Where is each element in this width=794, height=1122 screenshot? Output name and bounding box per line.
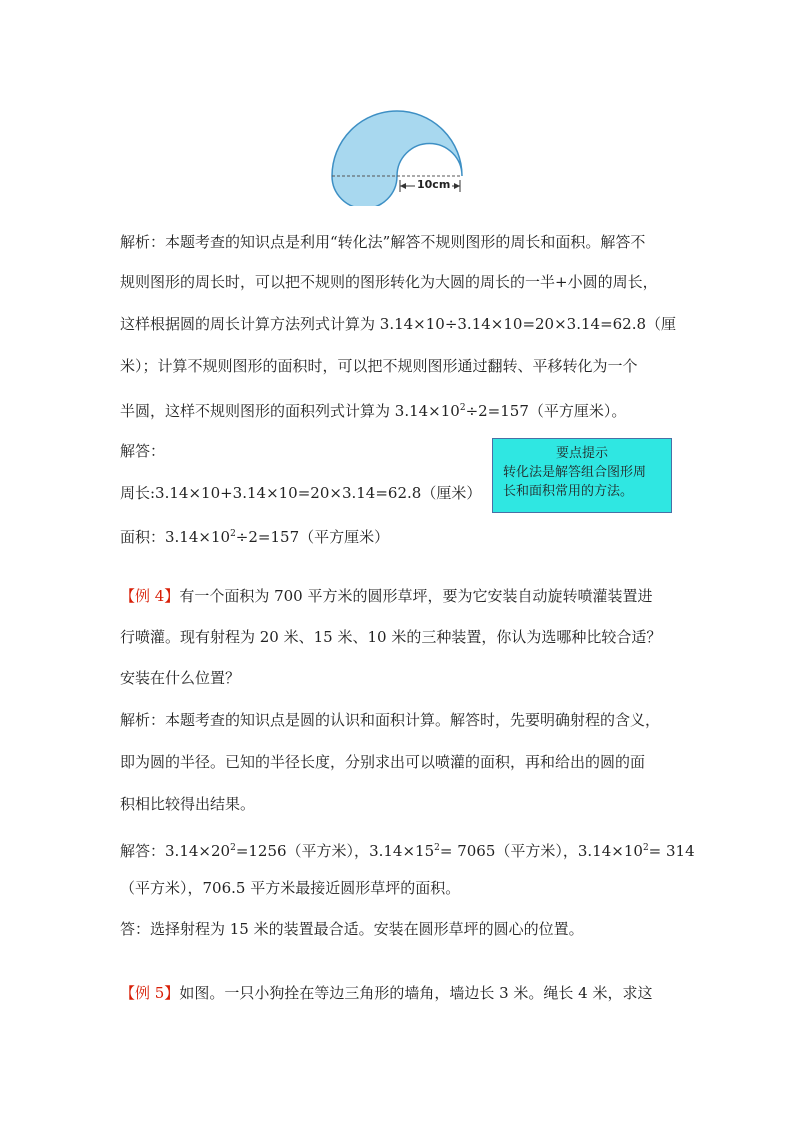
analysis1-line4: 米）；计算不规则图形的面积时，可以把不规则图形通过翻转、平移转化为一个 xyxy=(120,357,638,375)
example5-tag: 【例 5】 xyxy=(120,984,180,1002)
dimension-label: 10cm xyxy=(417,178,451,191)
answer2-conclusion: 答：选择射程为 15 米的装置最合适。安装在圆形草坪的圆心的位置。 xyxy=(120,920,584,938)
analysis1-line5: 半圆，这样不规则图形的面积列式计算为 $3.14\times 10^2\div 2=157$（平方厘米）。 xyxy=(120,402,627,420)
analysis1-line3: 这样根据圆的周长计算方法列式计算为 3.14×10÷3.14×10=20×3.14=62.8（厘 xyxy=(120,315,677,333)
example4-line2: 行喷灌。现有射程为 20 米、15 米、10 米的三种装置，你认为选哪种比较合适？ xyxy=(120,628,662,646)
key-point-line1: 转化法是解答组合图形周 xyxy=(503,465,647,480)
key-point-title: 要点提示 xyxy=(555,446,608,461)
example4-line1: 【例 4】有一个面积为 700 平方米的圆形草坪，要为它安装自动旋转喷灌装置进 xyxy=(120,587,653,605)
analysis1-line2: 规则图形的周长时，可以把不规则的图形转化为大圆的周长的一半+小圆的周长， xyxy=(120,273,658,291)
example5-line1: 【例 5】如图。一只小狗拴在等边三角形的墙角，墙边长 3 米。绳长 4 米，求这 xyxy=(120,984,653,1002)
key-point-line2: 长和面积常用的方法。 xyxy=(503,484,634,499)
analysis2-line2: 即为圆的半径。已知的半径长度，分别求出可以喷灌的面积，再和给出的圆的面 xyxy=(120,753,646,771)
shaded-region xyxy=(332,111,462,206)
key-point-box xyxy=(492,438,672,513)
answer1-label: 解答： xyxy=(120,442,166,460)
composite-figure xyxy=(330,108,470,210)
example4-tag: 【例 4】 xyxy=(120,587,180,605)
answer1-area: 面积：$3.14\times 10^2\div 2=157$（平方厘米） xyxy=(120,528,390,546)
analysis2-line3: 积相比较得出结果。 xyxy=(120,795,256,813)
example4-line3: 安装在什么位置？ xyxy=(120,669,241,687)
analysis1-line1: 解析：本题考查的知识点是利用“转化法”解答不规则图形的周长和面积。解答不 xyxy=(120,233,646,251)
analysis2-line1: 解析：本题考查的知识点是圆的认识和面积计算。解答时，先要明确射程的含义， xyxy=(120,711,661,729)
answer1-perimeter: 周长:3.14×10+3.14×10=20×3.14=62.8（厘米） xyxy=(120,484,482,502)
answer2-line2: （平方米），706.5 平方米最接近圆形草坪的面积。 xyxy=(120,879,461,897)
answer2-formulas: 解答：$3.14\times 20^2=1256$（平方米），$3.14\times 15^2= 7065$（平方米），$3.14\times 10^2= 314$ xyxy=(120,842,695,860)
